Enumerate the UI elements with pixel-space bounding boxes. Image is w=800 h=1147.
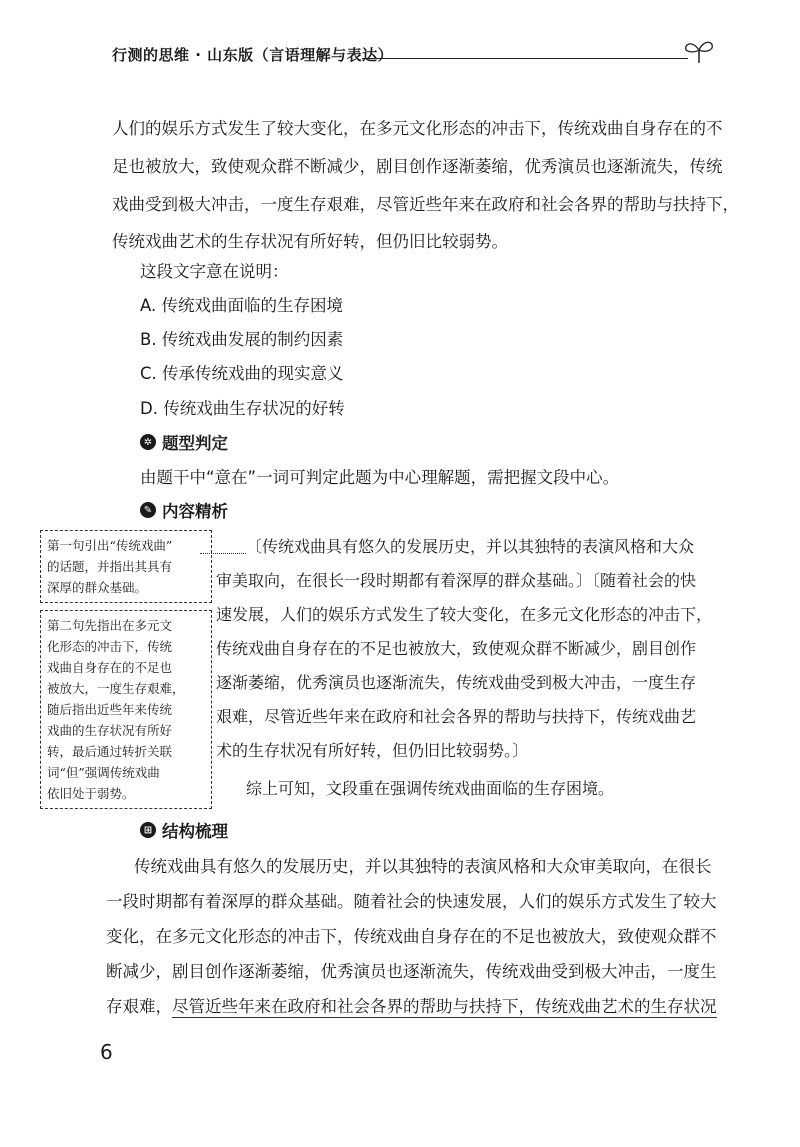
analysis-line: 逐渐萎缩，优秀演员也逐渐流失，传统戏曲受到极大冲击，一度生存 bbox=[216, 673, 697, 692]
page-number: 6 bbox=[100, 1040, 113, 1064]
header-rule bbox=[362, 58, 688, 59]
running-header-title: 行测的思维 · 山东版（言语理解与表达） bbox=[112, 46, 394, 64]
option-c: C. 传承传统戏曲的现实意义 bbox=[140, 364, 344, 383]
analysis-line: 审美取向，在很长一段时期都有着深厚的群众基础。〕〔随着社会的快 bbox=[216, 571, 697, 590]
option-a: A. 传统戏曲面临的生存困境 bbox=[140, 296, 343, 315]
note-connector bbox=[200, 553, 246, 554]
passage-line: 人们的娱乐方式发生了较大变化，在多元文化形态的冲击下，传统戏曲自身存在的不 bbox=[112, 119, 723, 138]
note-line: 词“但”强调传统戏曲 bbox=[47, 765, 160, 780]
section-content-heading bbox=[140, 498, 228, 522]
question-prompt: 这段文字意在说明： bbox=[140, 262, 289, 281]
note-line: 依旧处于弱势。 bbox=[47, 786, 135, 801]
analysis-line: 速发展，人们的娱乐方式发生了较大变化，在多元文化形态的冲击下， bbox=[216, 605, 713, 624]
side-note-second-sentence bbox=[40, 610, 212, 809]
note-line: 转，最后通过转折关联 bbox=[47, 744, 173, 759]
conclusion-text: 综上可知，文段重在强调传统戏曲面临的生存困境。 bbox=[246, 779, 615, 798]
gear-icon: ✲ bbox=[140, 434, 156, 450]
note-line: 戏曲自身存在的不足也 bbox=[47, 660, 173, 675]
structure-line: 传统戏曲具有悠久的发展历史，并以其独特的表演风格和大众审美取向，在很长 bbox=[134, 857, 712, 876]
analysis-line: 〔传统戏曲具有悠久的发展历史，并以其独特的表演风格和大众 bbox=[246, 537, 695, 556]
note-line: 第二句先指出在多元文 bbox=[47, 618, 173, 633]
structure-last-plain: 存艰难， bbox=[106, 997, 172, 1016]
passage-line: 传统戏曲艺术的生存状况有所好转，但仍旧比较弱势。 bbox=[112, 232, 508, 251]
note-line: 化形态的冲击下，传统 bbox=[47, 639, 173, 654]
analysis-line: 艰难，尽管近些年来在政府和社会各界的帮助与扶持下，传统戏曲艺 bbox=[216, 707, 697, 726]
side-note-first-sentence bbox=[40, 530, 212, 603]
analysis-line: 传统戏曲自身存在的不足也被放大，致使观众群不断减少，剧目创作 bbox=[216, 639, 697, 658]
note-line: 被放大，一度生存艰难， bbox=[47, 681, 185, 696]
sprout-icon bbox=[682, 36, 716, 64]
option-d: D. 传统戏曲生存状况的好转 bbox=[140, 399, 345, 418]
note-line: 随后指出近些年来传统 bbox=[47, 702, 173, 717]
structure-line: 一段时期都有着深厚的群众基础。随着社会的快速发展，人们的娱乐方式发生了较大 bbox=[106, 892, 717, 911]
structure-underlined-text: 尽管近些年来在政府和社会各界的帮助与扶持下，传统戏曲艺术的生存状况 bbox=[172, 997, 717, 1016]
note-line: 的话题，并指出其具有 bbox=[47, 559, 173, 574]
section-type-label: 题型判定 bbox=[162, 434, 228, 453]
structure-last-line bbox=[106, 993, 717, 1017]
passage-line: 戏曲受到极大冲击，一度生存艰难，尽管近些年来在政府和社会各界的帮助与扶持下， bbox=[112, 195, 739, 214]
option-b: B. 传统戏曲发展的制约因素 bbox=[140, 330, 344, 349]
structure-line: 断减少，剧目创作逐渐萎缩，优秀演员也逐渐流失，传统戏曲受到极大冲击，一度生 bbox=[106, 962, 717, 981]
analysis-line: 术的生存状况有所好转，但仍旧比较弱势。〕 bbox=[216, 741, 529, 760]
note-line: 戏曲的生存状况有所好 bbox=[47, 723, 173, 738]
structure-icon: ⊞ bbox=[140, 822, 156, 838]
note-line: 深厚的群众基础。 bbox=[47, 580, 148, 595]
section-type-heading bbox=[140, 430, 228, 454]
section-structure-label: 结构梳理 bbox=[162, 822, 228, 841]
section-structure-heading bbox=[140, 818, 228, 842]
section-content-label: 内容精析 bbox=[162, 502, 228, 521]
structure-line: 变化，在多元文化形态的冲击下，传统戏曲自身存在的不足也被放大，致使观众群不 bbox=[106, 927, 717, 946]
pen-icon: ✎ bbox=[140, 502, 156, 518]
note-line: 第一句引出“传统戏曲” bbox=[47, 538, 173, 553]
passage-line: 足也被放大，致使观众群不断减少，剧目创作逐渐萎缩，优秀演员也逐渐流失，传统 bbox=[112, 157, 723, 176]
type-judgment-text: 由题干中“意在”一词可判定此题为中心理解题，需把握文段中心。 bbox=[140, 468, 620, 487]
